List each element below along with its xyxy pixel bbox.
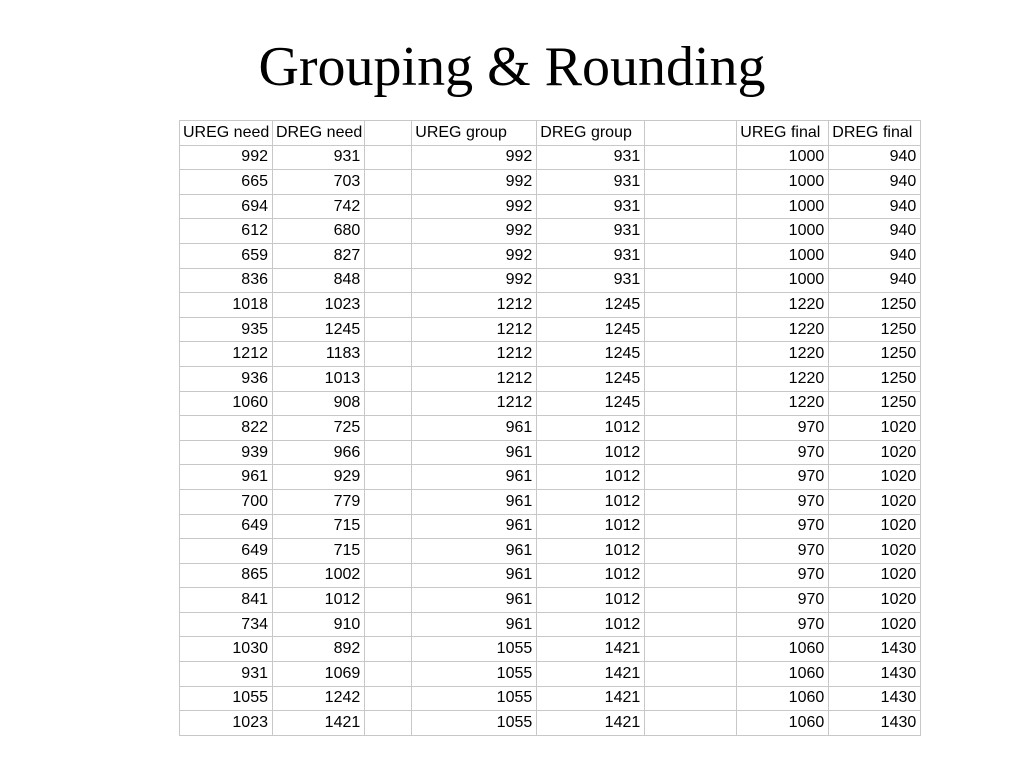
cell-dreg-final[interactable]: 1430 xyxy=(829,711,921,736)
cell-ureg-need[interactable]: 700 xyxy=(180,489,273,514)
table-row xyxy=(180,366,921,391)
blank-cell[interactable] xyxy=(645,243,737,268)
cell-ureg-need[interactable]: 1023 xyxy=(180,711,273,736)
blank-cell[interactable] xyxy=(365,465,412,490)
cell-dreg-group[interactable]: 931 xyxy=(537,145,645,170)
cell-dreg-group[interactable]: 1245 xyxy=(537,391,645,416)
table-row xyxy=(180,317,921,342)
cell-dreg-final[interactable]: 940 xyxy=(829,145,921,170)
cell-dreg-need[interactable]: 929 xyxy=(273,465,365,490)
cell-dreg-final[interactable]: 1020 xyxy=(829,465,921,490)
cell-dreg-group[interactable]: 1245 xyxy=(537,366,645,391)
blank-cell[interactable] xyxy=(645,391,737,416)
blank-cell[interactable] xyxy=(365,514,412,539)
blank-cell[interactable] xyxy=(645,686,737,711)
table-row xyxy=(180,662,921,687)
cell-dreg-need[interactable]: 715 xyxy=(273,514,365,539)
cell-dreg-final[interactable]: 1430 xyxy=(829,662,921,687)
table-row xyxy=(180,686,921,711)
header-row xyxy=(180,121,921,146)
cell-ureg-need[interactable]: 1212 xyxy=(180,342,273,367)
header-dreg-need[interactable]: DREG need xyxy=(273,121,365,146)
cell-ureg-need[interactable]: 1030 xyxy=(180,637,273,662)
table-row xyxy=(180,391,921,416)
blank-cell[interactable] xyxy=(645,514,737,539)
slide-title: Grouping & Rounding xyxy=(258,36,766,98)
blank-cell[interactable] xyxy=(365,686,412,711)
table-row xyxy=(180,563,921,588)
table-body xyxy=(180,145,921,735)
cell-ureg-final[interactable]: 970 xyxy=(737,539,829,564)
cell-ureg-group[interactable]: 961 xyxy=(412,563,537,588)
cell-ureg-group[interactable]: 1055 xyxy=(412,637,537,662)
blank-cell[interactable] xyxy=(365,563,412,588)
blank-cell[interactable] xyxy=(365,489,412,514)
cell-ureg-final[interactable]: 1220 xyxy=(737,366,829,391)
cell-dreg-group[interactable]: 931 xyxy=(537,243,645,268)
blank-cell[interactable] xyxy=(645,170,737,195)
cell-ureg-final[interactable]: 1000 xyxy=(737,170,829,195)
blank-cell[interactable] xyxy=(365,268,412,293)
cell-ureg-final[interactable]: 970 xyxy=(737,416,829,441)
cell-dreg-group[interactable]: 1245 xyxy=(537,293,645,318)
blank-cell[interactable] xyxy=(365,711,412,736)
cell-ureg-need[interactable]: 865 xyxy=(180,563,273,588)
cell-dreg-group[interactable]: 1012 xyxy=(537,612,645,637)
cell-ureg-need[interactable]: 992 xyxy=(180,145,273,170)
cell-dreg-final[interactable]: 1020 xyxy=(829,514,921,539)
cell-dreg-final[interactable]: 1020 xyxy=(829,440,921,465)
cell-dreg-final[interactable]: 1020 xyxy=(829,539,921,564)
header-ureg-group[interactable]: UREG group xyxy=(412,121,537,146)
blank-cell[interactable] xyxy=(645,489,737,514)
blank-cell[interactable] xyxy=(365,342,412,367)
cell-dreg-final[interactable]: 1250 xyxy=(829,293,921,318)
cell-ureg-need[interactable]: 1060 xyxy=(180,391,273,416)
cell-dreg-need[interactable]: 779 xyxy=(273,489,365,514)
table-row xyxy=(180,440,921,465)
cell-dreg-final[interactable]: 1020 xyxy=(829,416,921,441)
header-ureg-need[interactable]: UREG need xyxy=(180,121,273,146)
blank-cell[interactable] xyxy=(365,612,412,637)
cell-ureg-need[interactable]: 822 xyxy=(180,416,273,441)
cell-dreg-group[interactable]: 1245 xyxy=(537,342,645,367)
cell-dreg-group[interactable]: 1012 xyxy=(537,440,645,465)
cell-dreg-final[interactable]: 940 xyxy=(829,194,921,219)
table-row xyxy=(180,243,921,268)
cell-ureg-group[interactable]: 1212 xyxy=(412,391,537,416)
cell-ureg-final[interactable]: 1220 xyxy=(737,317,829,342)
cell-ureg-final[interactable]: 970 xyxy=(737,440,829,465)
cell-dreg-group[interactable]: 1012 xyxy=(537,489,645,514)
blank-cell[interactable] xyxy=(645,612,737,637)
blank-cell[interactable] xyxy=(645,268,737,293)
cell-ureg-group[interactable]: 1212 xyxy=(412,342,537,367)
cell-dreg-group[interactable]: 1012 xyxy=(537,514,645,539)
cell-ureg-group[interactable]: 961 xyxy=(412,489,537,514)
cell-ureg-group[interactable]: 961 xyxy=(412,416,537,441)
cell-ureg-need[interactable]: 649 xyxy=(180,514,273,539)
cell-ureg-final[interactable]: 970 xyxy=(737,489,829,514)
cell-ureg-need[interactable]: 961 xyxy=(180,465,273,490)
cell-dreg-final[interactable]: 1020 xyxy=(829,612,921,637)
cell-dreg-need[interactable]: 1183 xyxy=(273,342,365,367)
header-blank-2[interactable] xyxy=(645,121,737,146)
cell-dreg-final[interactable]: 1250 xyxy=(829,342,921,367)
cell-ureg-need[interactable]: 612 xyxy=(180,219,273,244)
blank-cell[interactable] xyxy=(645,711,737,736)
header-dreg-group[interactable]: DREG group xyxy=(537,121,645,146)
cell-ureg-group[interactable]: 1212 xyxy=(412,293,537,318)
cell-ureg-final[interactable]: 1220 xyxy=(737,391,829,416)
cell-dreg-group[interactable]: 1012 xyxy=(537,563,645,588)
cell-ureg-need[interactable]: 936 xyxy=(180,366,273,391)
table-row xyxy=(180,342,921,367)
table-row xyxy=(180,293,921,318)
cell-dreg-final[interactable]: 1430 xyxy=(829,686,921,711)
blank-cell[interactable] xyxy=(365,588,412,613)
cell-dreg-need[interactable]: 908 xyxy=(273,391,365,416)
cell-dreg-need[interactable]: 1002 xyxy=(273,563,365,588)
blank-cell[interactable] xyxy=(645,219,737,244)
cell-dreg-final[interactable]: 940 xyxy=(829,243,921,268)
blank-cell[interactable] xyxy=(645,637,737,662)
grouping-rounding-table xyxy=(179,120,921,736)
cell-dreg-need[interactable]: 1069 xyxy=(273,662,365,687)
cell-dreg-final[interactable]: 1250 xyxy=(829,317,921,342)
cell-dreg-need[interactable]: 910 xyxy=(273,612,365,637)
blank-cell[interactable] xyxy=(645,293,737,318)
cell-ureg-final[interactable]: 970 xyxy=(737,514,829,539)
cell-dreg-need[interactable]: 1013 xyxy=(273,366,365,391)
cell-dreg-need[interactable]: 725 xyxy=(273,416,365,441)
cell-dreg-group[interactable]: 1012 xyxy=(537,465,645,490)
table-row xyxy=(180,588,921,613)
blank-cell[interactable] xyxy=(365,662,412,687)
cell-ureg-final[interactable]: 1000 xyxy=(737,145,829,170)
blank-cell[interactable] xyxy=(645,366,737,391)
cell-dreg-group[interactable]: 1012 xyxy=(537,416,645,441)
cell-dreg-final[interactable]: 940 xyxy=(829,170,921,195)
cell-dreg-final[interactable]: 1430 xyxy=(829,637,921,662)
blank-cell[interactable] xyxy=(645,539,737,564)
cell-ureg-group[interactable]: 961 xyxy=(412,612,537,637)
table-row xyxy=(180,711,921,736)
cell-ureg-final[interactable]: 1000 xyxy=(737,268,829,293)
cell-ureg-final[interactable]: 970 xyxy=(737,465,829,490)
blank-cell[interactable] xyxy=(365,637,412,662)
blank-cell[interactable] xyxy=(365,194,412,219)
header-blank-1[interactable] xyxy=(365,121,412,146)
blank-cell[interactable] xyxy=(645,440,737,465)
cell-dreg-need[interactable]: 715 xyxy=(273,539,365,564)
cell-ureg-group[interactable]: 961 xyxy=(412,465,537,490)
cell-dreg-group[interactable]: 1421 xyxy=(537,637,645,662)
cell-dreg-group[interactable]: 1012 xyxy=(537,539,645,564)
cell-ureg-final[interactable]: 1220 xyxy=(737,293,829,318)
cell-dreg-need[interactable]: 1421 xyxy=(273,711,365,736)
table-row xyxy=(180,416,921,441)
cell-dreg-need[interactable]: 1012 xyxy=(273,588,365,613)
cell-ureg-final[interactable]: 1060 xyxy=(737,662,829,687)
blank-cell[interactable] xyxy=(645,662,737,687)
cell-ureg-group[interactable]: 961 xyxy=(412,514,537,539)
table-row xyxy=(180,514,921,539)
cell-ureg-final[interactable]: 1000 xyxy=(737,243,829,268)
cell-ureg-group[interactable]: 961 xyxy=(412,588,537,613)
header-dreg-final[interactable]: DREG final xyxy=(829,121,921,146)
cell-dreg-group[interactable]: 1421 xyxy=(537,686,645,711)
cell-dreg-final[interactable]: 1020 xyxy=(829,489,921,514)
table-row xyxy=(180,219,921,244)
cell-dreg-group[interactable]: 1421 xyxy=(537,711,645,736)
cell-ureg-need[interactable]: 659 xyxy=(180,243,273,268)
cell-dreg-need[interactable]: 1242 xyxy=(273,686,365,711)
blank-cell[interactable] xyxy=(365,391,412,416)
table-row xyxy=(180,170,921,195)
blank-cell[interactable] xyxy=(645,563,737,588)
cell-ureg-group[interactable]: 1055 xyxy=(412,662,537,687)
cell-ureg-group[interactable]: 961 xyxy=(412,440,537,465)
cell-ureg-group[interactable]: 992 xyxy=(412,243,537,268)
cell-dreg-group[interactable]: 931 xyxy=(537,219,645,244)
cell-ureg-group[interactable]: 961 xyxy=(412,539,537,564)
blank-cell[interactable] xyxy=(365,293,412,318)
cell-ureg-group[interactable]: 1212 xyxy=(412,317,537,342)
blank-cell[interactable] xyxy=(365,317,412,342)
cell-ureg-need[interactable]: 1055 xyxy=(180,686,273,711)
cell-dreg-need[interactable]: 703 xyxy=(273,170,365,195)
table-row xyxy=(180,194,921,219)
blank-cell[interactable] xyxy=(645,145,737,170)
blank-cell[interactable] xyxy=(645,416,737,441)
blank-cell[interactable] xyxy=(645,342,737,367)
cell-ureg-need[interactable]: 931 xyxy=(180,662,273,687)
cell-ureg-final[interactable]: 1060 xyxy=(737,711,829,736)
blank-cell[interactable] xyxy=(645,194,737,219)
cell-ureg-group[interactable]: 992 xyxy=(412,145,537,170)
cell-dreg-need[interactable]: 931 xyxy=(273,145,365,170)
cell-dreg-need[interactable]: 892 xyxy=(273,637,365,662)
cell-ureg-group[interactable]: 1212 xyxy=(412,366,537,391)
cell-ureg-final[interactable]: 970 xyxy=(737,563,829,588)
cell-dreg-group[interactable]: 931 xyxy=(537,268,645,293)
cell-dreg-need[interactable]: 742 xyxy=(273,194,365,219)
table-row xyxy=(180,489,921,514)
blank-cell[interactable] xyxy=(365,366,412,391)
blank-cell[interactable] xyxy=(365,219,412,244)
cell-ureg-final[interactable]: 970 xyxy=(737,612,829,637)
cell-dreg-group[interactable]: 1245 xyxy=(537,317,645,342)
cell-ureg-final[interactable]: 970 xyxy=(737,588,829,613)
cell-ureg-need[interactable]: 841 xyxy=(180,588,273,613)
table-row xyxy=(180,465,921,490)
blank-cell[interactable] xyxy=(365,416,412,441)
cell-dreg-final[interactable]: 1020 xyxy=(829,588,921,613)
table-row xyxy=(180,145,921,170)
cell-ureg-group[interactable]: 1055 xyxy=(412,711,537,736)
blank-cell[interactable] xyxy=(365,145,412,170)
cell-dreg-need[interactable]: 1245 xyxy=(273,317,365,342)
cell-dreg-group[interactable]: 1421 xyxy=(537,662,645,687)
cell-ureg-group[interactable]: 992 xyxy=(412,219,537,244)
cell-ureg-final[interactable]: 1000 xyxy=(737,194,829,219)
cell-dreg-group[interactable]: 931 xyxy=(537,170,645,195)
blank-cell[interactable] xyxy=(365,243,412,268)
cell-ureg-final[interactable]: 1060 xyxy=(737,686,829,711)
header-ureg-final[interactable]: UREG final xyxy=(737,121,829,146)
cell-ureg-group[interactable]: 992 xyxy=(412,268,537,293)
table-row xyxy=(180,539,921,564)
blank-cell[interactable] xyxy=(645,588,737,613)
cell-dreg-final[interactable]: 1020 xyxy=(829,563,921,588)
cell-ureg-final[interactable]: 1000 xyxy=(737,219,829,244)
cell-dreg-group[interactable]: 931 xyxy=(537,194,645,219)
cell-ureg-need[interactable]: 939 xyxy=(180,440,273,465)
cell-dreg-final[interactable]: 940 xyxy=(829,268,921,293)
cell-dreg-final[interactable]: 1250 xyxy=(829,391,921,416)
cell-ureg-need[interactable]: 836 xyxy=(180,268,273,293)
cell-ureg-group[interactable]: 992 xyxy=(412,194,537,219)
cell-ureg-final[interactable]: 1220 xyxy=(737,342,829,367)
cell-dreg-need[interactable]: 827 xyxy=(273,243,365,268)
cell-ureg-group[interactable]: 1055 xyxy=(412,686,537,711)
table-row xyxy=(180,268,921,293)
cell-dreg-final[interactable]: 940 xyxy=(829,219,921,244)
cell-dreg-need[interactable]: 848 xyxy=(273,268,365,293)
cell-dreg-need[interactable]: 966 xyxy=(273,440,365,465)
cell-ureg-final[interactable]: 1060 xyxy=(737,637,829,662)
blank-cell[interactable] xyxy=(645,465,737,490)
cell-ureg-need[interactable]: 694 xyxy=(180,194,273,219)
table-row xyxy=(180,637,921,662)
cell-dreg-final[interactable]: 1250 xyxy=(829,366,921,391)
cell-ureg-need[interactable]: 734 xyxy=(180,612,273,637)
cell-dreg-need[interactable]: 1023 xyxy=(273,293,365,318)
blank-cell[interactable] xyxy=(645,317,737,342)
cell-dreg-group[interactable]: 1012 xyxy=(537,588,645,613)
table-row xyxy=(180,612,921,637)
cell-ureg-need[interactable]: 665 xyxy=(180,170,273,195)
blank-cell[interactable] xyxy=(365,440,412,465)
cell-ureg-need[interactable]: 935 xyxy=(180,317,273,342)
blank-cell[interactable] xyxy=(365,539,412,564)
cell-dreg-need[interactable]: 680 xyxy=(273,219,365,244)
blank-cell[interactable] xyxy=(365,170,412,195)
cell-ureg-need[interactable]: 1018 xyxy=(180,293,273,318)
cell-ureg-need[interactable]: 649 xyxy=(180,539,273,564)
cell-ureg-group[interactable]: 992 xyxy=(412,170,537,195)
